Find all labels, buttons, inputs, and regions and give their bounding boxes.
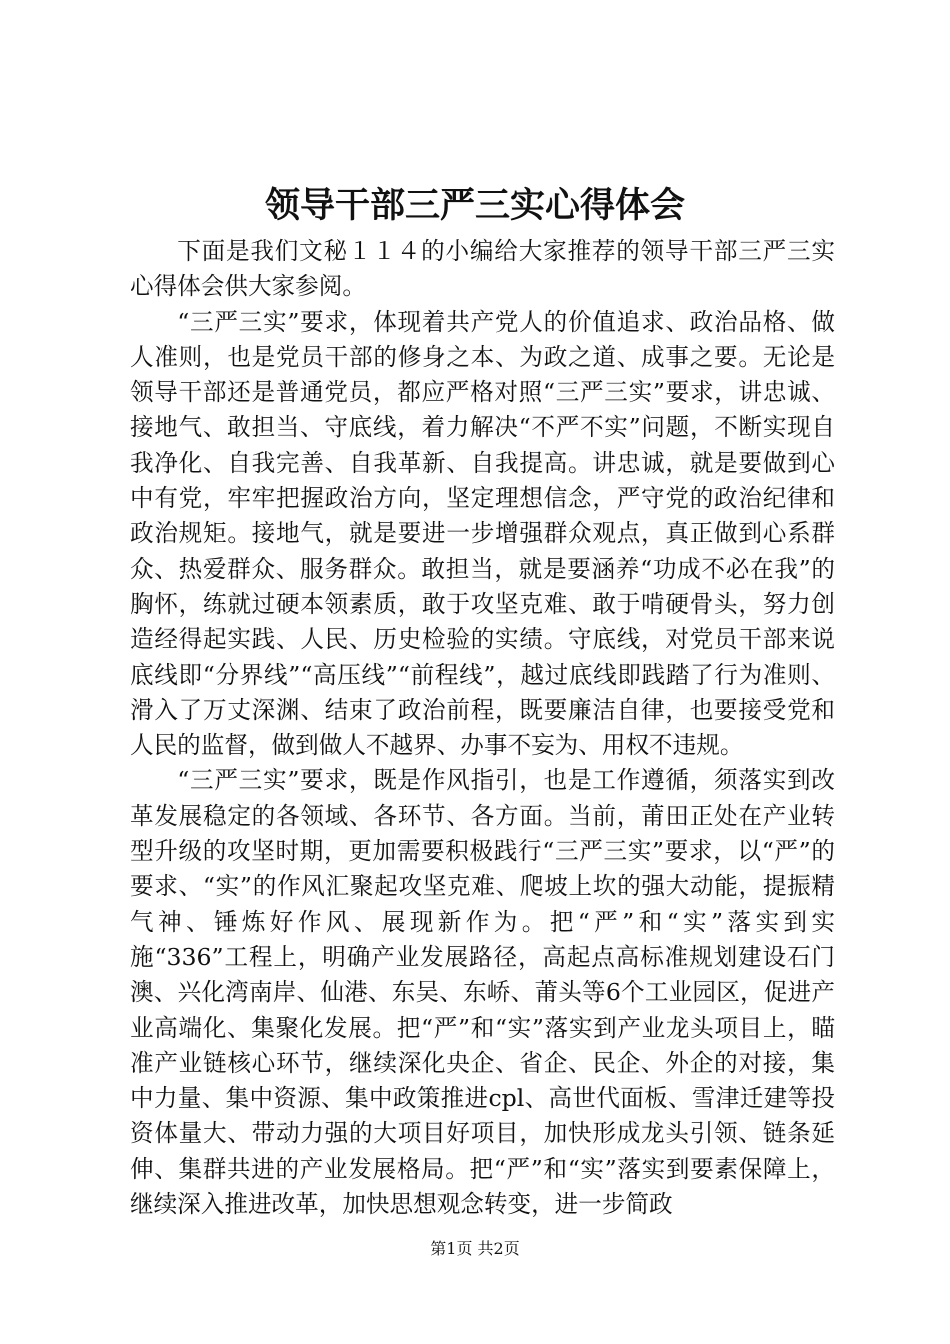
paragraph-requirements: “三严三实”要求，体现着共产党人的价值追求、政治品格、做人准则，也是党员干部的修身之本、为政之道、成事之要。无论是领导干部还是普通党员，都应严格对照“三严三实”要求，讲忠诚、接地气、敢担当、守底线，着力解决“不严不实”问题，不断实现自我净化、自我完善、自我革新、自我提高。讲忠诚，就是要做到心中有党，牢牢把握政治方向，坚定理想信念，严守党的政治纪律和政治规矩。接地气，就是要进一步增强群众观点，真正做到心系群众、热爱群众、服务群众。敢担当，就是要涵养“功成不必在我”的胸怀，练就过硬本领素质，敢于攻坚克难、敢于啃硬骨头，努力创造经得起实践、人民、历史检验的实绩。守底线，对党员干部来说底线即“分界线”“高压线”“前程线”，越过底线即践踏了行为准则、滑入了万丈深渊、结束了政治前程，既要廉洁自律，也要接受党和人民的监督，做到做人不越界、办事不妄为、用权不违规。 [130, 307, 835, 760]
page-number-footer: 第1页 共2页 [430, 1239, 520, 1258]
paragraph-intro: 下面是我们文秘１１４的小编给大家推荐的领导干部三严三实心得体会供大家参阅。 [130, 237, 835, 301]
paragraph-implementation: “三严三实”要求，既是作风指引，也是工作遵循，须落实到改革发展稳定的各领域、各环节、各方面。当前，莆田正处在产业转型升级的攻坚时期，更加需要积极践行“三严三实”要求，以“严”的要求、“实”的作风汇聚起攻坚克难、爬坡上坎的强大动能，提振精气神、锤炼好作风、展现新作为。把“严”和“实”落实到实施“336”工程上，明确产业发展路径，高起点高标准规划建设石门澳、兴化湾南岸、仙港、东吴、东峤、莆头等6个工业园区，促进产业高端化、集聚化发展。把“严”和“实”落实到产业龙头项目上，瞄准产业链核心环节，继续深化央企、省企、民企、外企的对接，集中力量、集中资源、集中政策推进cpl、高世代面板、雪津迁建等投资体量大、带动力强的大项目好项目，加快形成龙头引领、链条延伸、集群共进的产业发展格局。把“严”和“实”落实到要素保障上，继续深入推进改革，加快思想观念转变，进一步简政 [130, 766, 835, 1219]
document-body [130, 234, 835, 1222]
document-title: 领导干部三严三实心得体会 [264, 185, 685, 226]
